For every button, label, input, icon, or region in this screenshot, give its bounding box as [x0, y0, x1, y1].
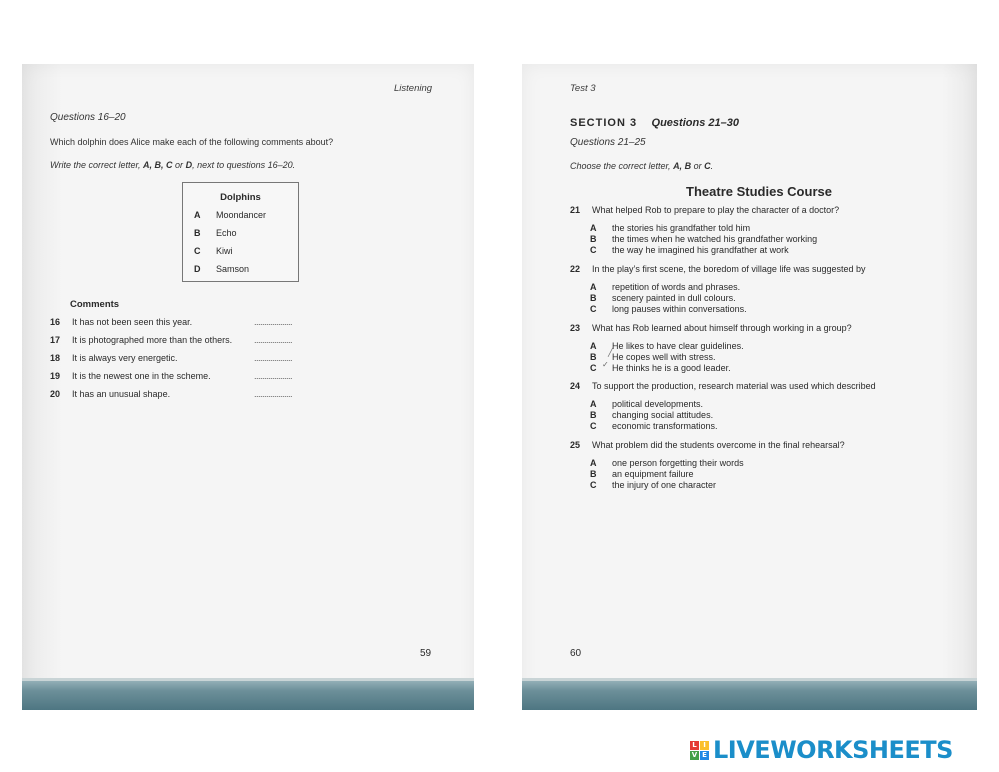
page-number-left: 59 [420, 648, 432, 659]
section-header [570, 113, 739, 131]
option-letter: A [590, 458, 597, 468]
questions-label-16-20: Questions 16–20 [50, 112, 126, 123]
page-edge-shadow [522, 678, 977, 710]
instruction-letter-c: C [704, 161, 711, 171]
pencil-mark-icon: ✓ [602, 360, 609, 369]
instruction-21-25 [570, 161, 713, 171]
question-prompt: Which dolphin does Alice make each of the following comments about? [50, 137, 334, 147]
option-text: economic transformations. [612, 421, 718, 431]
option-text: the injury of one character [612, 480, 717, 490]
questions-label-21-25: Questions 21–25 [570, 137, 646, 148]
option-text: scenery painted in dull colours. [612, 293, 736, 303]
comments-heading: Comments [70, 299, 120, 310]
instruction-16-20 [50, 160, 295, 170]
option-letter: A [590, 282, 597, 292]
question-22 [570, 264, 970, 274]
option-23-a[interactable] [590, 341, 744, 352]
question-number: 24 [570, 381, 581, 391]
answer-blank-16[interactable]: ................... [254, 317, 293, 327]
section-questions: Questions 21–30 [651, 117, 739, 129]
option-letter: C [590, 421, 597, 431]
option-letter: C [194, 246, 201, 256]
option-24-b[interactable] [590, 410, 713, 421]
course-title: Theatre Studies Course [686, 184, 832, 199]
option-22-a[interactable] [590, 282, 740, 293]
option-letter: C [590, 480, 597, 490]
option-21-a[interactable] [590, 223, 750, 234]
comment-text: It is always very energetic. [72, 353, 178, 363]
question-25 [570, 440, 970, 450]
comment-text: It is the newest one in the scheme. [72, 371, 211, 381]
option-text: the way he imagined his grandfather at work [612, 245, 789, 255]
option-21-c[interactable] [590, 245, 789, 256]
right-page [522, 64, 977, 710]
option-text: Kiwi [216, 246, 233, 256]
comment-text: It is photographed more than the others. [72, 335, 233, 345]
comment-number: 19 [50, 371, 61, 381]
answer-blank-18[interactable]: ................... [254, 353, 293, 363]
dolphins-box-title: Dolphins [220, 192, 261, 203]
option-letter: C [590, 304, 597, 314]
instruction-text: Write the correct letter, [50, 160, 144, 170]
option-text: Samson [216, 264, 250, 274]
option-text: Echo [216, 228, 237, 238]
dolphins-box [182, 182, 299, 282]
pencil-mark-icon: ╱ [608, 348, 613, 357]
running-head-left: Listening [394, 83, 433, 94]
comment-number: 20 [50, 389, 61, 399]
instruction-text: Choose the correct letter, [570, 161, 674, 171]
dolphin-option [194, 264, 249, 274]
option-text: repetition of words and phrases. [612, 282, 741, 292]
option-text: He copes well with stress. [612, 352, 716, 362]
page-edge-shadow [22, 678, 474, 710]
option-letter: C [590, 363, 597, 373]
option-letter: B [194, 228, 201, 238]
instruction-or: or [172, 160, 186, 170]
comment-number: 16 [50, 317, 61, 327]
liveworksheets-logo-text: LIVEWORKSHEETS [713, 736, 953, 764]
question-text: What has Rob learned about himself through working in a group? [592, 323, 852, 333]
question-number: 25 [570, 440, 581, 450]
question-24 [570, 381, 970, 391]
dolphin-option [194, 228, 237, 238]
option-letter: D [194, 264, 201, 274]
running-head-right: Test 3 [570, 83, 596, 94]
option-25-b[interactable] [590, 469, 694, 480]
option-24-c[interactable] [590, 421, 718, 432]
option-text: He likes to have clear guidelines. [612, 341, 744, 351]
option-text: He thinks he is a good leader. [612, 363, 731, 373]
instruction-letter-d: D [185, 160, 193, 170]
option-text: changing social attitudes. [612, 410, 714, 420]
instruction-letters: A, B [673, 161, 692, 171]
logo-icon-letter: I [700, 741, 709, 750]
question-text: To support the production, research material was used which described [592, 381, 876, 391]
option-text: long pauses within conversations. [612, 304, 747, 314]
option-text: an equipment failure [612, 469, 694, 479]
question-text: What problem did the students overcome in the final rehearsal? [592, 440, 845, 450]
answer-blank-20[interactable]: ................... [254, 389, 293, 399]
option-text: the stories his grandfather told him [612, 223, 751, 233]
answer-blank-19[interactable]: ................... [254, 371, 293, 381]
option-text: political developments. [612, 399, 704, 409]
option-letter: B [590, 469, 597, 479]
option-letter: A [590, 399, 597, 409]
logo-icon-letter: V [691, 750, 698, 759]
option-21-b[interactable] [590, 234, 817, 245]
page-number-right: 60 [570, 648, 582, 659]
question-23 [570, 323, 970, 333]
comment-number: 18 [50, 353, 61, 363]
option-text: the times when he watched his grandfather working [612, 234, 818, 244]
option-22-c[interactable] [590, 304, 747, 315]
comment-number: 17 [50, 335, 61, 345]
liveworksheets-logo[interactable] [690, 735, 953, 765]
option-text: Moondancer [216, 210, 267, 220]
left-page [22, 64, 474, 710]
option-letter: A [590, 341, 597, 351]
option-letter: A [194, 210, 201, 220]
option-24-a[interactable] [590, 399, 703, 410]
option-25-c[interactable] [590, 480, 716, 491]
question-number: 21 [570, 205, 581, 215]
option-letter: A [590, 223, 597, 233]
comment-text: It has an unusual shape. [72, 389, 171, 399]
question-21 [570, 205, 970, 215]
question-number: 22 [570, 264, 581, 274]
answer-blank-17[interactable]: ................... [254, 335, 293, 345]
logo-icon-letter: E [700, 751, 709, 760]
option-letter: C [590, 245, 597, 255]
dolphin-option [194, 210, 266, 220]
instruction-letters: A, B, C [143, 160, 173, 170]
option-25-a[interactable] [590, 458, 744, 469]
section-label: SECTION 3 [570, 117, 638, 129]
comment-text: It has not been seen this year. [72, 317, 193, 327]
instruction-suffix: . [710, 161, 714, 171]
option-letter: B [590, 234, 597, 244]
question-text: What helped Rob to prepare to play the character of a doctor? [592, 205, 840, 215]
option-text: one person forgetting their words [612, 458, 744, 468]
option-23-c[interactable] [590, 363, 731, 374]
option-letter: B [590, 293, 597, 303]
option-letter: B [590, 410, 597, 420]
question-number: 23 [570, 323, 581, 333]
logo-icon-letter: L [690, 741, 699, 750]
option-22-b[interactable] [590, 293, 736, 304]
instruction-or: or [691, 161, 705, 171]
instruction-suffix: , next to questions 16–20. [192, 160, 296, 170]
option-letter: B [590, 352, 597, 362]
dolphin-option [194, 246, 233, 256]
liveworksheets-logo-icon [690, 741, 709, 760]
question-text: In the play’s first scene, the boredom of village life was suggested by [592, 264, 866, 274]
